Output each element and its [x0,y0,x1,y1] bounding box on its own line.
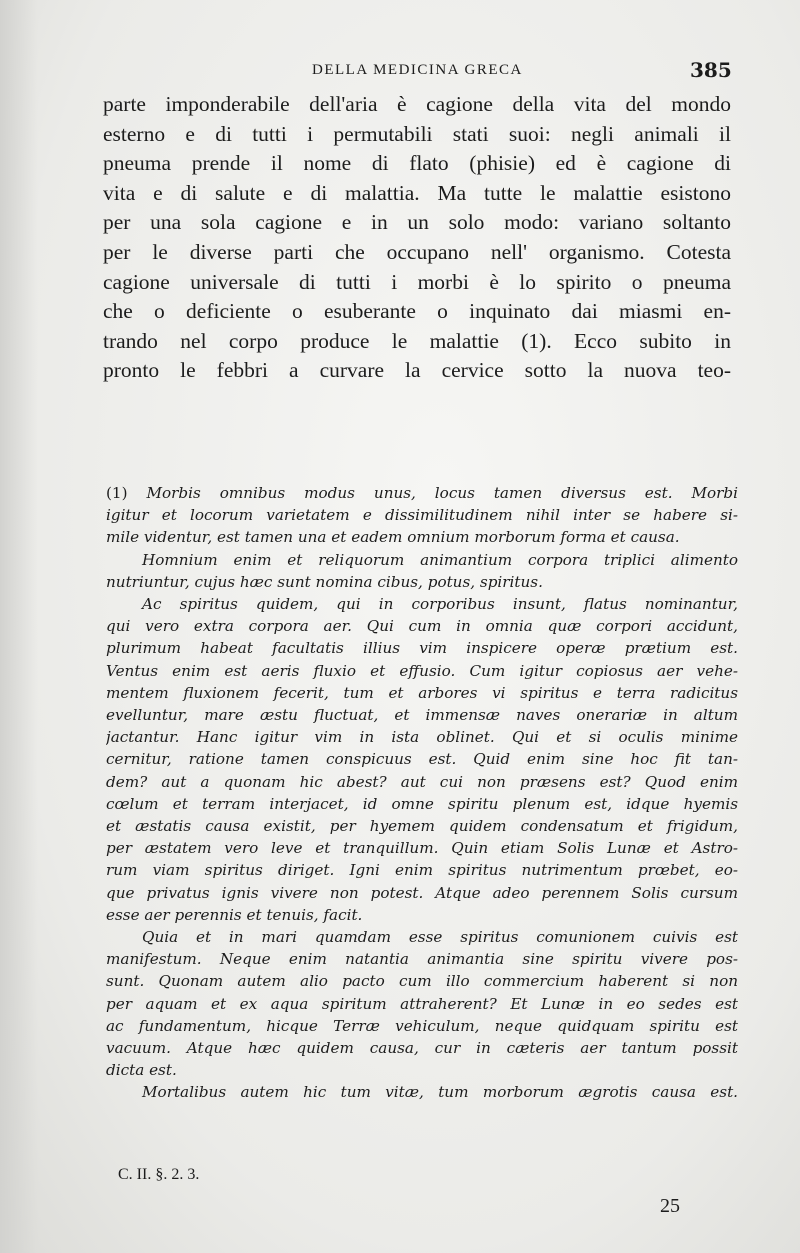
footnote-line: Ventus enim est aeris fluxio et effusio. Cum igitur copiosus aer vehe- [106,661,738,680]
page-number: 385 [690,58,732,82]
text-line: cagione universale di tutti i morbi è lo spirito o pneuma [103,269,731,294]
footnote-marker: (1) [106,484,128,502]
main-text [103,90,731,386]
text-line: trando nel corpo produce le malattie (1). Ecco subito in [103,328,731,353]
footnote-line: evelluntur, mare æstu fluctuat, et immensæ naves onerariæ in altum [106,706,738,725]
footnote-line: jactantur. Hanc igitur vim in ista oblinet. Qui et si oculis minime [106,728,738,747]
text-line: vita e di salute e di malattia. Ma tutte le malattie esistono [103,180,731,205]
footnote-line: plurimum habeat facultatis illius vim inspicere operæ prætium est. [106,639,738,658]
text-line: per le diverse parti che occupano nell' organismo. Cotesta [103,239,731,264]
footnote-line: cœlum et terram interjacet, id omne spiritu plenum est, idque hyemis [106,794,738,813]
text-line: che o deficiente o esuberante o inquinato dai miasmi en- [103,299,731,324]
footnote-line: sunt. Quonam autem alio pacto cum illo commercium haberent si non [106,972,738,991]
footnote-line: vacuum. Atque hæc quidem causa, cur in cæteris aer tantum possit [106,1039,738,1058]
footnote-line: rum viam spiritus diriget. Igni enim spiritus nutrimentum prœbet, eo- [106,861,738,880]
footnote-line: qui vero extra corpora aer. Qui cum in omnia quæ corpori accidunt, [106,617,738,636]
footnote-line: per aquam et ex aqua spiritum attraherent? Et Lunæ in eo sedes est [106,994,738,1013]
footnote-line: mentem fluxionem fecerit, tum et arbores vi spiritus e terra radicitus [106,683,738,702]
footnote-line [106,482,738,504]
running-title: DELLA MEDICINA GRECA [312,62,523,78]
footnote-line: per æstatem vero leve et tranquillum. Quin etiam Solis Lunæ et Astro- [106,839,738,858]
citation: C. II. §. 2. 3. [118,1166,200,1183]
signature-mark: 25 [660,1195,680,1217]
text-line: pronto le febbri a curvare la cervice sotto la nuova teo- [103,358,731,383]
footnote-line: ac fundamentum, hicque Terræ vehiculum, neque quidquam spiritu est [106,1016,738,1035]
text-line: parte imponderabile dell'aria è cagione della vita del mondo [103,92,731,116]
footnote-line: dem? aut a quonam hic abest? aut cui non præsens est? Quod enim [106,772,738,791]
footnote-line: Ac spiritus quidem, qui in corporibus insunt, flatus nominantur, [142,595,738,614]
footnote-line: Homnium enim et reliquorum animantium corpora triplici alimento [142,550,738,569]
footnote-line: Quia et in mari quamdam esse spiritus comunionem cuivis est [142,928,738,947]
footnote-line: cernitur, ratione tamen conspicuus est. Quid enim sine hoc fit tan- [106,750,738,769]
page-header [0,58,800,88]
footnote-line: dicta est. [106,1061,177,1080]
footnote-line: et æstatis causa existit, per hyemem quidem condensatum et frigidum, [106,817,738,836]
footnote-line: que privatus ignis vivere non potest. Atque adeo perennem Solis cursum [106,883,738,902]
footnote-line: esse aer perennis et tenuis, facit. [106,905,363,924]
footnotes [106,482,738,1104]
text-line: pneuma prende il nome di flato (phisie) ed è cagione di [103,151,731,176]
page-edge-shadow [0,0,38,1253]
text-line: esterno e di tutti i permutabili stati suoi: negli animali il [103,121,731,146]
footnote-line: Mortalibus autem hic tum vitæ, tum morborum ægrotis causa est. [142,1083,738,1102]
footnote-line: manifestum. Neque enim natantia animantia sine spiritu vivere pos- [106,950,738,969]
footnote-line: igitur et locorum varietatem e dissimilitudinem nihil inter se habere si- [106,506,738,525]
footnote-text: Morbis omnibus modus unus, locus tamen diversus est. Morbi [146,484,738,502]
footnote-line: nutriuntur, cujus hæc sunt nomina cibus, potus, spiritus. [106,572,543,591]
text-line: per una sola cagione e in un solo modo: variano soltanto [103,210,731,235]
footnote-line: mile videntur, est tamen una et eadem omnium morborum forma et causa. [106,528,680,547]
